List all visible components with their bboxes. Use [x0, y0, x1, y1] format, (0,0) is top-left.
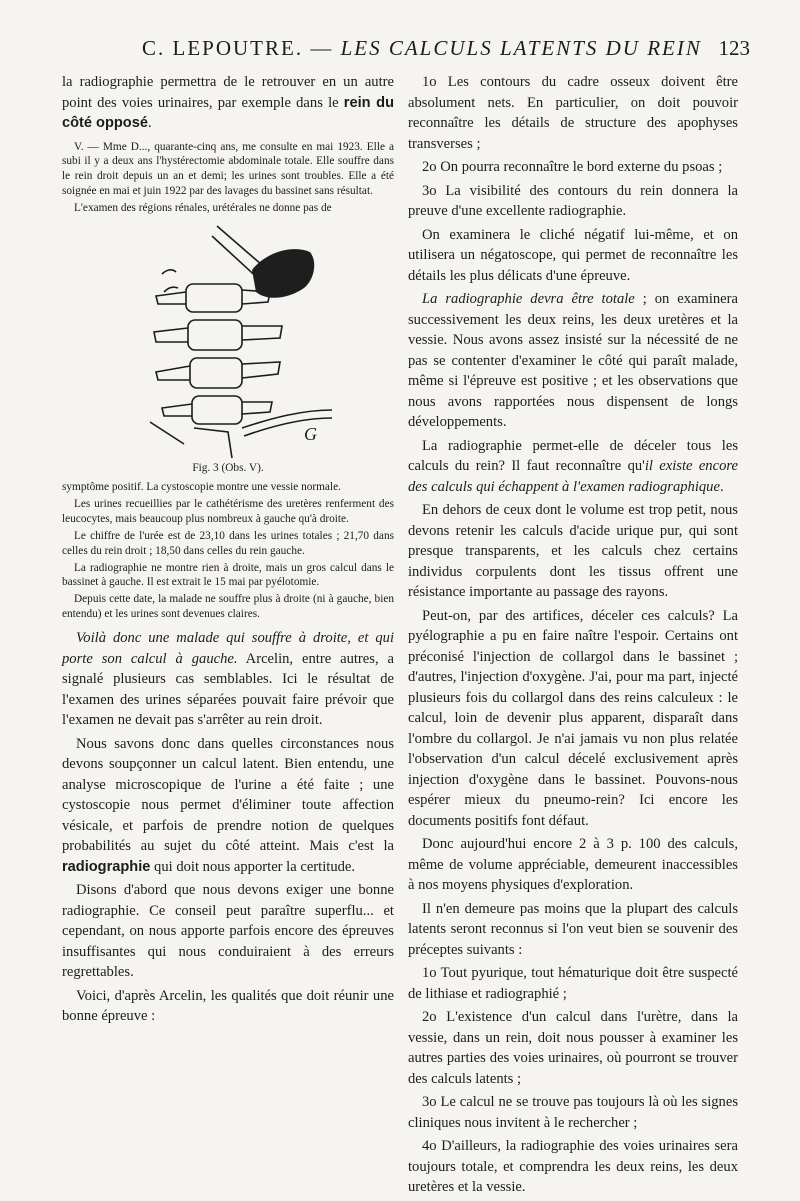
article-title: LES CALCULS LATENTS DU REIN — [340, 36, 702, 60]
paragraph — [62, 734, 394, 878]
title-dash: — — [310, 36, 334, 60]
figure-spine-xray — [62, 222, 394, 462]
paragraph: 4o D'ailleurs, la radiographie des voies urinaires sera toujours totale, et comprendra les deux reins, les deux uretères et la vessie. — [408, 1138, 738, 1195]
paragraph: 1o Tout pyurique, tout hématurique doit être suspecté de lithiase et radiographié ; — [408, 965, 738, 1002]
page-number: 123 — [718, 36, 750, 60]
author-name: C. LEPOUTRE. — [142, 36, 304, 60]
paragraph: Disons d'abord que nous devons exiger une bonne radiographie. Ce conseil peut paraître superflu... et cependant, on nous apporte parfois encore des épreuves insuffisantes qui nous conduiraient à des erreurs regrettables. — [62, 882, 394, 981]
text-run: la radiographie permettra de le retrouver en un autre point des voies urinaires, par exemple dans le — [62, 74, 394, 111]
text-run: . — [147, 115, 152, 131]
right-column — [408, 72, 738, 1201]
observation-text: Le chiffre de l'urée est de 23,10 dans les urines totales ; 21,70 dans celles du rein droit ; 18,50 dans celles du rein gauche. — [62, 529, 394, 557]
bold-term: rein du côté opposé — [62, 94, 394, 131]
observation-text: La radiographie ne montre rien à droite, mais un gros calcul dans le bassinet à gauche. Il est extrait le 15 mai par pyélotomie. — [62, 561, 394, 589]
paragraph: Il n'en demeure pas moins que la plupart des calculs latents seront reconnus si l'on veut bien se souvenir des préceptes suivants : — [408, 900, 738, 958]
left-column — [62, 72, 394, 1030]
observation-text: Depuis cette date, la malade ne souffre plus à droite (ni à gauche, bien entendu) et les urines sont devenues claires. — [62, 593, 394, 621]
figure-label: G — [304, 424, 317, 445]
italic-text: La radiographie devra être totale — [422, 291, 635, 307]
text-run: Arcelin, entre autres, a signalé plusieurs cas semblables. Ici le résultat de l'examen des urines séparées pouvait faire prévoir que l'examen ne devait pas s'arrêter au rein droit. — [62, 650, 394, 729]
running-header — [60, 36, 750, 66]
paragraph: Voici, d'après Arcelin, les qualités que doit réunir une bonne épreuve : — [62, 987, 394, 1025]
text-run: qui doit nous apporter la certitude. — [150, 858, 356, 875]
paragraph: 3o Le calcul ne se trouve pas toujours là où les signes cliniques nous invitent à le rechercher ; — [408, 1094, 738, 1131]
italic-text: il existe encore des calculs qui échappent à l'examen radiographique — [408, 458, 738, 495]
spine-drawing — [132, 222, 332, 460]
paragraph — [62, 628, 394, 731]
paragraph: 3o La visibilité des contours du rein donnera la preuve d'une excellente radiographie. — [408, 182, 738, 219]
running-title — [142, 36, 702, 61]
figure-caption: Fig. 3 (Obs. V). — [192, 462, 264, 475]
paragraph: En dehors de ceux dont le volume est trop petit, nous devons retenir les calculs d'acide urique pur, qui sont presque transparents, et les calculs chez certains individus corpulents dont les tissus offrent une résistance importante au passage des rayons. — [408, 502, 738, 600]
paragraph — [408, 289, 738, 433]
paragraph — [62, 72, 394, 134]
text-run: ; on examinera successivement les deux reins, les deux uretères et la vessie. Nous avons assez insisté sur la nécessité de ne pas se contenter d'examiner le côté qui paraît malade, même si l'épreuve est positive ; et les observations que nous avons rapportées nous dispensent de longs développements. — [408, 291, 738, 430]
paragraph — [408, 436, 738, 498]
bold-term: radiographie — [62, 858, 151, 875]
observation-text: L'examen des régions rénales, urétérales ne donne pas de — [74, 202, 332, 215]
italic-text: Voilà donc une malade qui souffre à droite, et qui porte son calcul à gauche. — [62, 630, 394, 667]
paragraph: On examinera le cliché négatif lui-même, et on utilisera un négatoscope, qui permet de reconnaître les détails les plus délicats d'une épreuve. — [408, 226, 738, 284]
text-run: . — [719, 478, 724, 495]
observation-text: Les urines recueillies par le cathétérisme des uretères renferment des leucocytes, mais beaucoup plus nombreux à gauche qu'à droite. — [62, 497, 394, 525]
paragraph: 1o Les contours du cadre osseux doivent être absolument nets. En particulier, on doit pouvoir reconnaître les détails de structure des apophyses transverses ; — [408, 74, 738, 152]
paragraph: 2o On pourra reconnaître le bord externe du psoas ; — [422, 159, 723, 175]
paragraph: 2o L'existence d'un calcul dans l'urètre, dans la vessie, dans un rein, doit nous pousser à examiner les autres parties des voies urinaires, où pourront se trouver des calculs latents ; — [408, 1009, 738, 1087]
text-run: Nous savons donc dans quelles circonstances nous devons soupçonner un calcul latent. Bien entendu, une analyse microscopique de l'urine a été faite ; une cystoscopie nous permet d'éliminer toute affection vésicale, et parfois de prendre notion de quelques probabilités au sujet du côté atteint. Mais c'est la — [62, 735, 394, 855]
text-run: La radiographie permet-elle de déceler tous les calculs du rein? Il faut reconnaître qu' — [408, 437, 738, 474]
observation-text: V. — Mme D..., quarante-cinq ans, me consulte en mai 1923. Elle a subi il y a deux ans l'hystérectomie abdominale totale. Elle souffre dans le rein droit depuis un an et demi; les urines sont troubles. Elle a été soignée en mai et juin 1922 par des lavages du bassinet sans résultat. — [62, 140, 394, 198]
paragraph: Donc aujourd'hui encore 2 à 3 p. 100 des calculs, même de volume appréciable, demeurent inaccessibles à nos moyens physiques d'exploration. — [408, 836, 738, 893]
paragraph: Peut-on, par des artifices, déceler ces calculs? La pyélographie a pu en faire naître l'espoir. Certains ont préconisé l'injection de collargol dans le bassinet ; d'autres, l'injection d'oxygène. J'ai, pour ma part, injecté plusieurs fois du collargol dans des reins calculeux : le calcul, loin de devenir plus apparent, disparaît dans l'ombre du collargol. Je n'ai jamais vu non plus relatée l'observation d'un calcul décelé exclusivement après injection d'oxygène dans le bassinet. Pouvons-nous espérer mieux du pneumo-rein? Ici encore les documents positifs font défaut. — [408, 607, 738, 829]
observation-text: symptôme positif. La cystoscopie montre une vessie normale. — [62, 481, 341, 494]
